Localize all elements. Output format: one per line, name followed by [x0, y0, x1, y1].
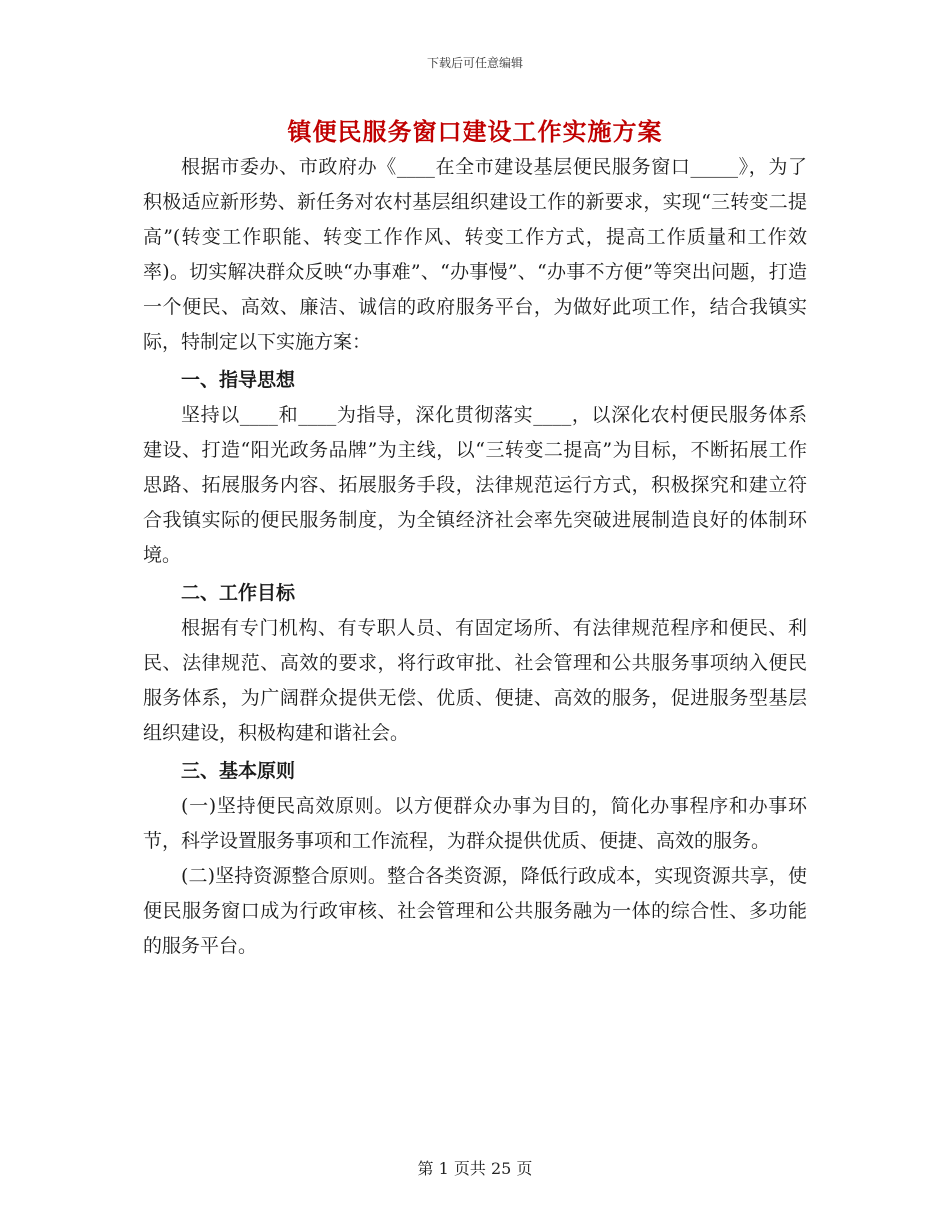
page-number: 第 1 页共 25 页 — [417, 1159, 533, 1178]
section-paragraph: 坚持以____和____为指导，深化贯彻落实____，以深化农村便民服务体系建设、打造“阳光政务品牌”为主线，以“三转变二提高”为目标，不断拓展工作思路、拓展服务内容、拓展服务手段，法律规范运行方式，积极探究和建立符合我镇实际的便民服务制度，为全镇经济社会率先突破进展制造良好的体制环境。 — [143, 404, 807, 566]
document-body — [143, 150, 807, 964]
document-title: 镇便民服务窗口建设工作实施方案 — [287, 117, 663, 146]
intro-paragraph: 根据市委办、市政府办《____在全市建设基层便民服务窗口_____》，为了积极适应新形势、新任务对农村基层组织建设工作的新要求，实现“三转变二提高”(转变工作职能、转变工作作风、转变工作方式，提高工作质量和工作效率)。切实解决群众反映“办事难”、“办事慢”、“办事不方便”等突出问题，打造一个便民、高效、廉洁、诚信的政府服务平台，为做好此项工作，结合我镇实际，特制定以下实施方案： — [143, 156, 807, 353]
section-heading-guiding-ideology: 一、指导思想 — [181, 369, 296, 391]
section-paragraph: (一)坚持便民高效原则。以方便群众办事为目的，简化办事程序和办事环节，科学设置服务事项和工作流程，为群众提供优质、便捷、高效的服务。 — [143, 795, 807, 852]
section-heading-work-goals: 二、工作目标 — [181, 582, 296, 604]
section-paragraph: (二)坚持资源整合原则。整合各类资源，降低行政成本，实现资源共享，使便民服务窗口成为行政审核、社会管理和公共服务融为一体的综合性、多功能的服务平台。 — [143, 865, 807, 957]
header-note: 下载后可任意编辑 — [426, 56, 523, 70]
section-heading-basic-principles: 三、基本原则 — [181, 760, 296, 782]
section-paragraph: 根据有专门机构、有专职人员、有固定场所、有法律规范程序和便民、利民、法律规范、高效的要求，将行政审批、社会管理和公共服务事项纳入便民服务体系，为广阔群众提供无偿、优质、便捷、高效的服务，促进服务型基层组织建设，积极构建和谐社会。 — [143, 617, 807, 744]
